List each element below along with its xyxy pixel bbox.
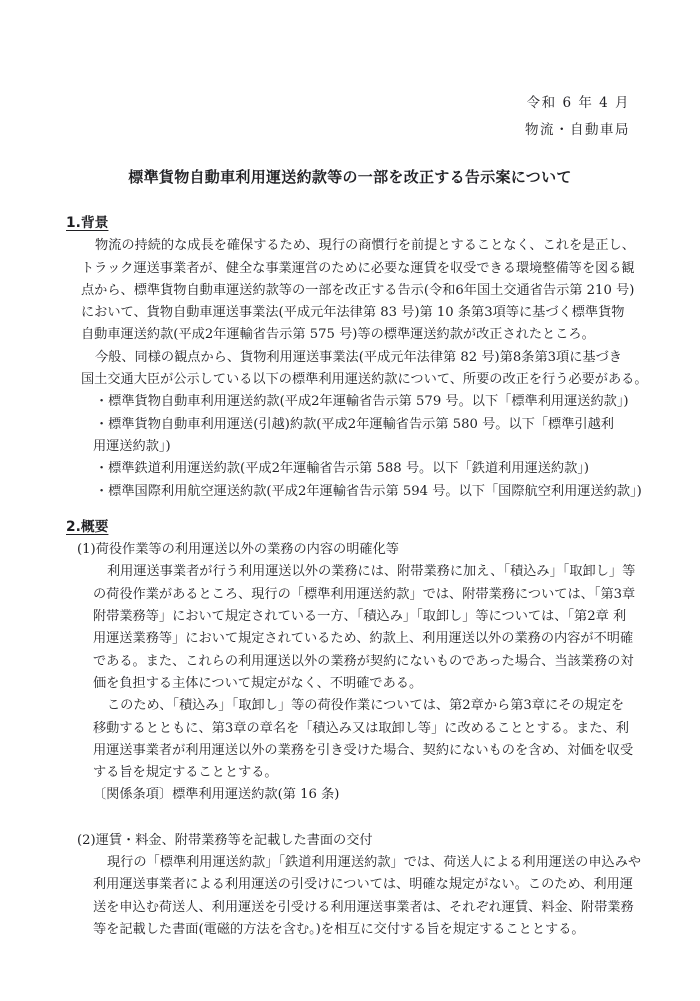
section-1-heading: 1.背景: [66, 215, 109, 231]
text-line: 自動車運送約款(平成2年運輸省告示第 575 号)等の標準運送約款が改正されたところ。: [81, 327, 595, 343]
header-date: 令和 6 年 4 月: [526, 95, 630, 111]
text-line: 国土交通大臣が公示している以下の標準利用運送約款について、所要の改正を行う必要がある。: [81, 372, 648, 388]
item-1-heading: (1)荷役作業等の利用運送以外の業務の内容の明確化等: [77, 542, 399, 558]
item-1-paragraph-2: [0, 695, 700, 784]
text-line: 移動するとともに、第3章の章名を「積込み又は取卸し等」に改めることとする。また、利: [93, 720, 629, 736]
header-department: 物流・自動車局: [525, 122, 630, 138]
text-line: である。また、これらの利用運送以外の業務が契約にないものであった場合、当該業務の対: [93, 653, 634, 669]
text-line: このため、「積込み」「取卸し」等の荷役作業については、第2章から第3章にその規定を: [107, 698, 625, 714]
text-line: 用運送業務等」において規定されているため、約款上、利用運送以外の業務の内容が不明確: [93, 631, 634, 647]
section-2: [0, 516, 700, 539]
text-line: 現行の「標準利用運送約款」「鉄道利用運送約款」では、荷送人による利用運送の申込みや: [107, 855, 642, 871]
section-1-paragraph-2: [0, 347, 700, 392]
text-line: 価を負担する主体について規定がなく、不明確である。: [93, 675, 423, 691]
text-line: 用運送事業者が利用運送以外の業務を引き受けた場合、契約にないものを含め、対価を収受: [93, 742, 634, 758]
bullet-line: ・標準貨物自動車利用運送約款(平成2年運輸省告示第 579 号。以下「標準利用運送約款」): [95, 394, 629, 410]
text-line: の荷役作業があるところ、現行の「標準利用運送約款」では、附帯業務については、「第3章: [93, 586, 636, 602]
item-1-paragraph-1: [0, 561, 700, 695]
document-body: [0, 212, 700, 941]
text-line: トラック運送事業者が、健全な事業運営のために必要な運賃を収受できる環境整備等を図る観: [81, 260, 635, 276]
page-title: 標準貨物自動車利用運送約款等の一部を改正する告示案について: [128, 168, 572, 186]
text-line: 送を申込む荷送人、利用運送を引受ける利用運送事業者は、それぞれ運賃、料金、附帯業務: [93, 899, 634, 915]
section-1-paragraph-1: [0, 235, 700, 346]
bullet-line: ・標準鉄道利用運送約款(平成2年運輸省告示第 588 号。以下「鉄道利用運送約款」): [95, 461, 590, 477]
section-2-heading: 2.概要: [66, 518, 109, 535]
text-line: において、貨物自動車運送事業法(平成元年法律第 83 号)第 10 条第3項等に基づく標準貨物: [81, 305, 625, 321]
text-line: 点から、標準貨物自動車運送約款等の一部を改正する告示(令和6年国土交通省告示第 210 号): [81, 282, 635, 298]
section-1: [0, 212, 700, 235]
document-header: [0, 0, 700, 144]
text-line: 利用運送事業者による利用運送の引受けについては、明確な規定がない。このため、利用運: [93, 877, 633, 893]
text-line: 利用運送事業者が行う利用運送以外の業務には、附帯業務に加え、「積込み」「取卸し」等: [107, 564, 636, 580]
text-line: 物流の持続的な成長を確保するため、現行の商慣行を前提とすることなく、これを是正し、: [95, 238, 635, 254]
item-2-paragraph-1: [0, 852, 700, 941]
text-line: する旨を規定することとする。: [93, 765, 278, 781]
bullet-line: ・標準国際利用航空運送約款(平成2年運輸省告示第 594 号。以下「国際航空利用運送約款」): [95, 483, 642, 499]
bullet-line: ・標準貨物自動車利用運送(引越)約款(平成2年運輸省告示第 580 号。以下「標準引越利: [95, 416, 614, 432]
text-line: 今般、同様の観点から、貨物利用運送事業法(平成元年法律第 82 号)第8条第3項に基づき: [95, 349, 622, 365]
related-articles-line: 〔関係条項〕標準利用運送約款(第 16 条): [93, 787, 340, 803]
item-2-heading: (2)運賃・料金、附帯業務等を記載した書面の交付: [77, 832, 373, 848]
text-line: 等を記載した書面(電磁的方法を含む。)を相互に交付する旨を規定することとする。: [93, 921, 585, 937]
bullet-line: 用運送約款」): [93, 438, 171, 454]
text-line: 附帯業務等」において規定されている一方、「積込み」「取卸し」等については、「第2章 利: [93, 609, 627, 625]
section-1-bullet-list: [0, 391, 700, 502]
